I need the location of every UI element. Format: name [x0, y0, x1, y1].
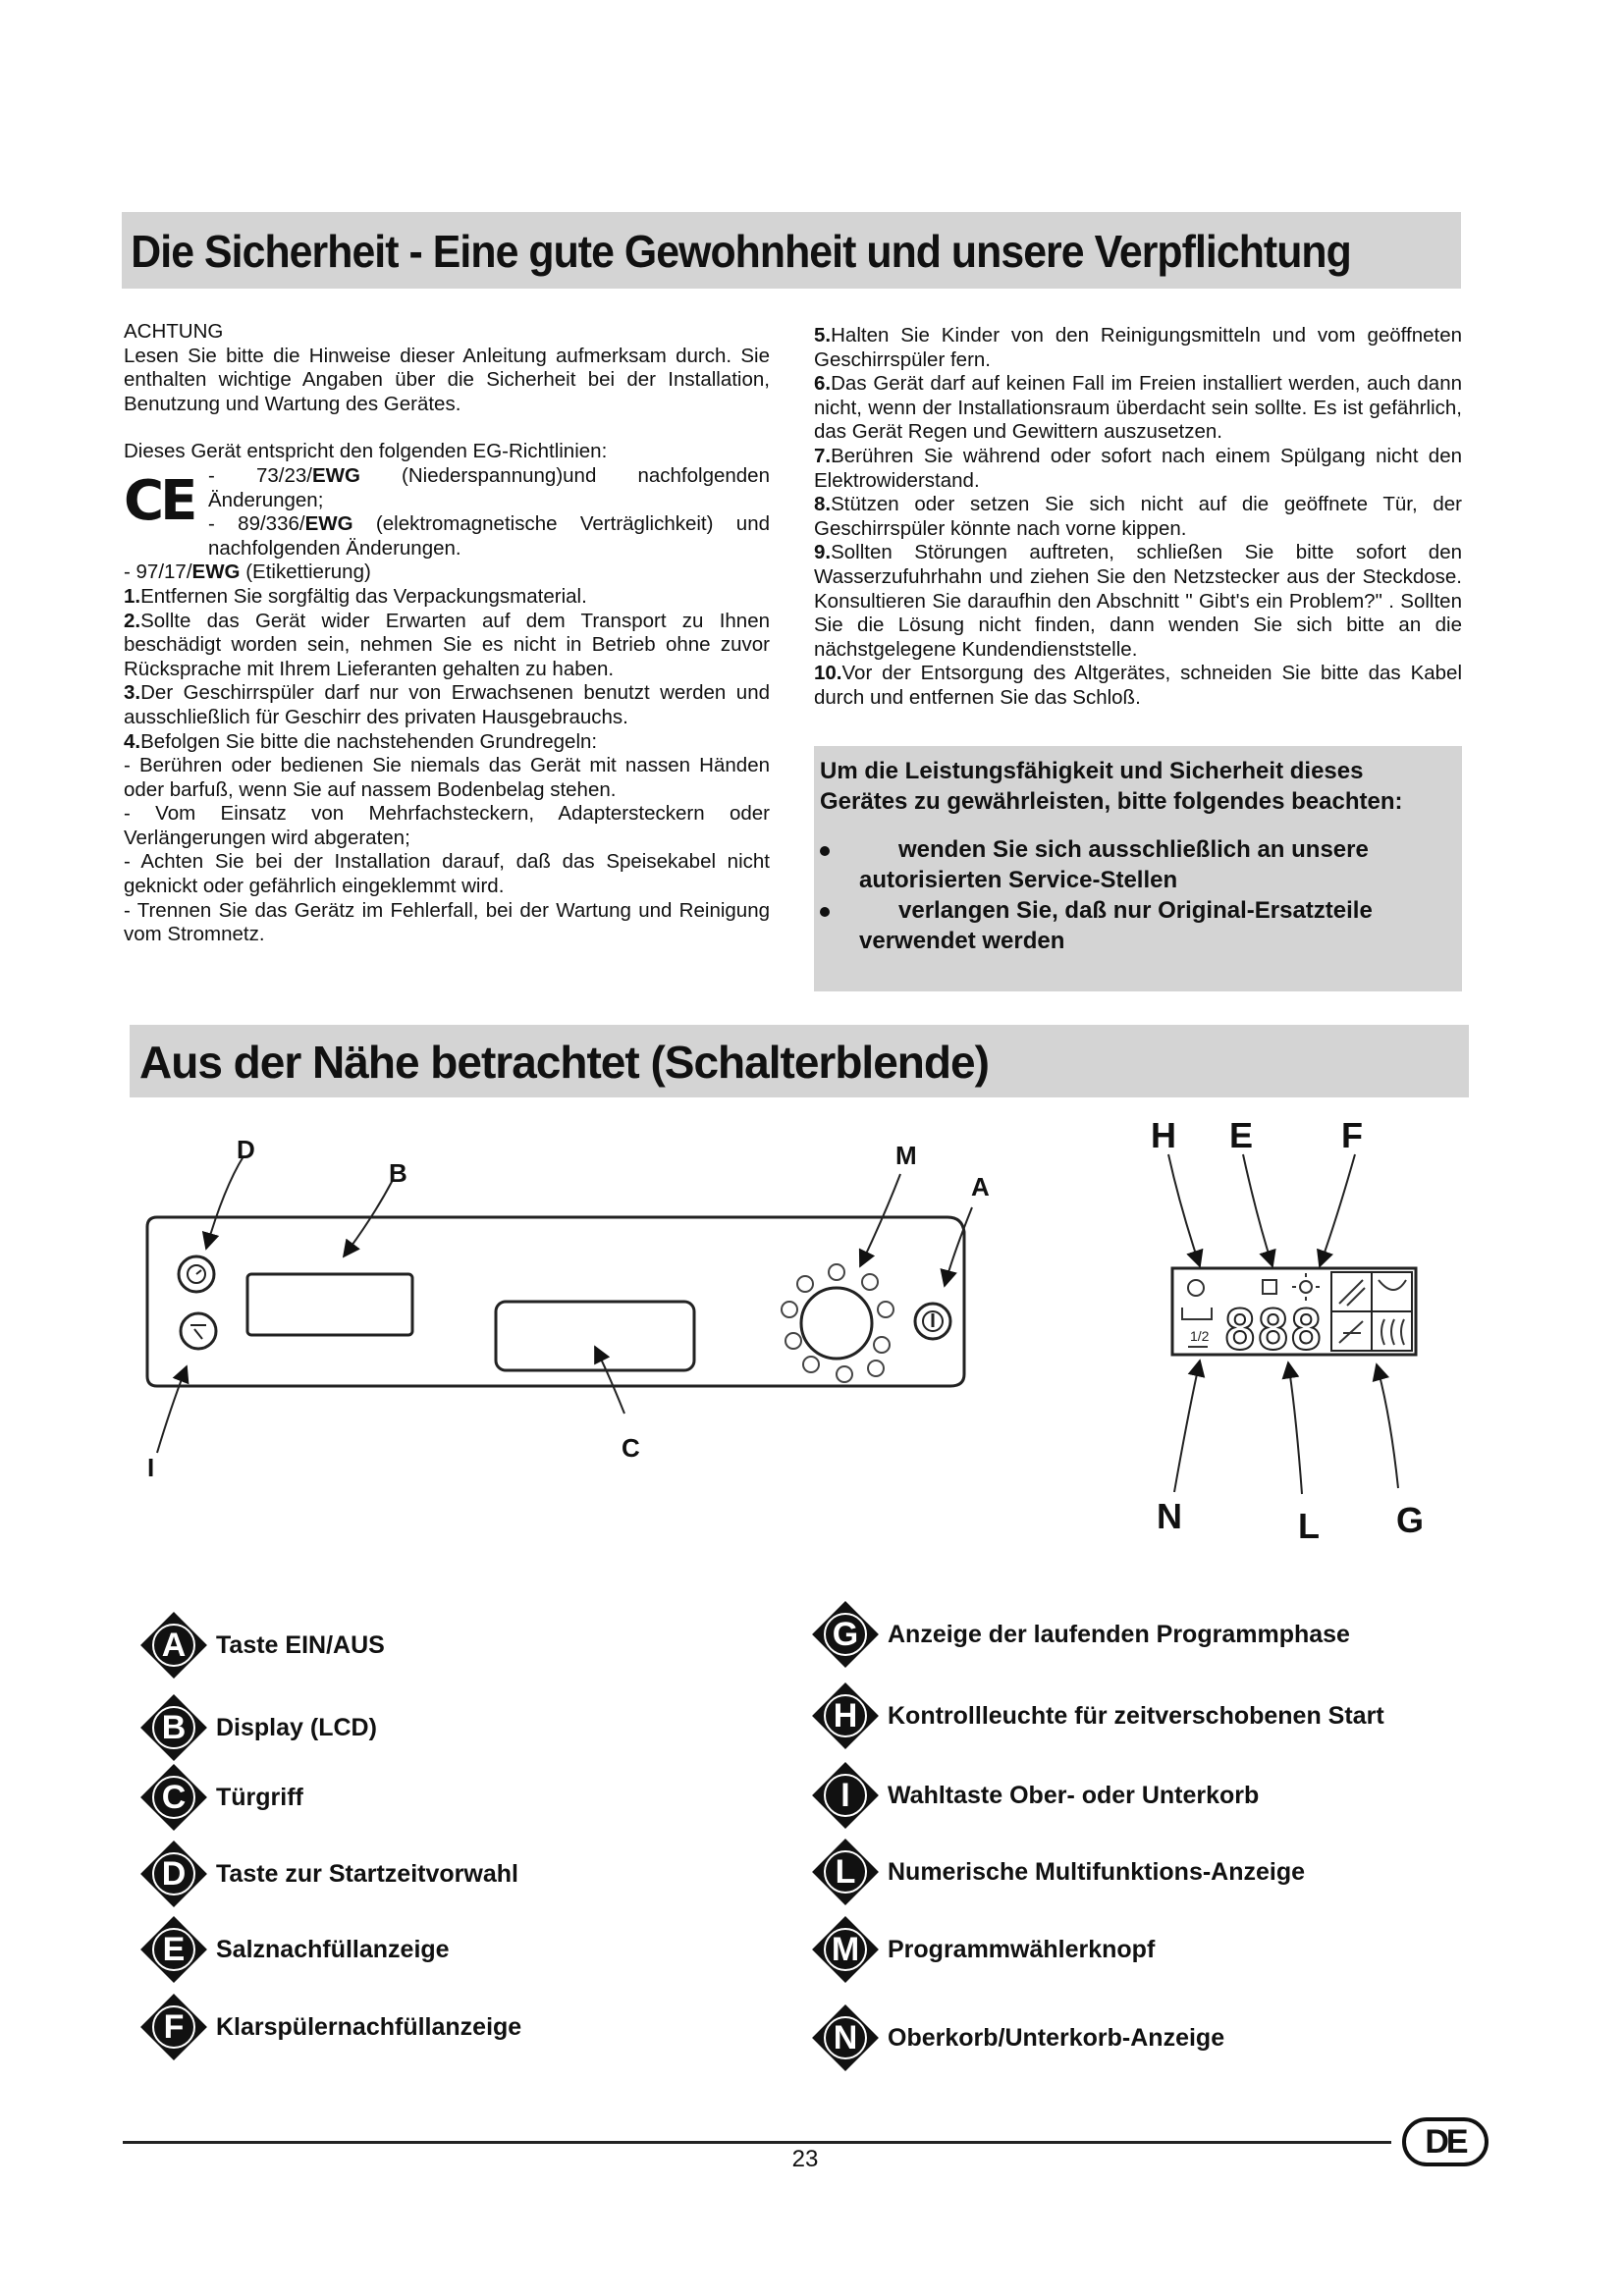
infobox-bullet-1: wenden Sie sich ausschließlich an unsere autorisierten Service-Stellen	[859, 834, 1454, 895]
legend-item-l: L Numerische Multifunktions-Anzeige	[811, 1838, 1305, 1906]
rule-3: - Achten Sie bei der Installation darauf, daß das Speisekabel nicht geknickt oder gefährlich eingeklemmt wird.	[124, 850, 770, 898]
legend-item-g: G Anzeige der laufenden Programmphase	[811, 1600, 1350, 1669]
label-n: N	[1157, 1496, 1182, 1536]
directive-2: - 89/336/EWG (elektromagnetische Verträglichkeit) und nachfolgenden Änderungen.	[208, 512, 771, 560]
lcd-fraction: 1/2	[1190, 1328, 1210, 1344]
program-symbol-icon	[782, 1302, 797, 1317]
legend-item-d: D Taste zur Startzeitvorwahl	[139, 1840, 518, 1908]
bullet-dot-icon	[820, 846, 830, 856]
directive-1: - 73/23/EWG (Niederspannung)und nachfolgenden Änderungen;	[208, 463, 770, 511]
safety-item-1: 1.Entfernen Sie sorgfältig das Verpackungsmaterial.	[124, 584, 587, 608]
warning-heading: ACHTUNG	[124, 320, 224, 343]
badge-a-icon: A	[139, 1611, 208, 1680]
badge-b-icon: B	[139, 1693, 208, 1762]
program-symbol-icon	[803, 1357, 819, 1372]
badge-e-icon: E	[139, 1915, 208, 1984]
safety-item-2: 2.Sollte das Gerät wider Erwarten auf dem Transport zu Ihnen beschädigt worden sein, nehmen Sie es nicht in Betrieb ohne zuvor Rücksprache mit Ihrem Lieferanten gehalten zu haben.	[124, 609, 770, 680]
delay-indicator-icon	[1188, 1280, 1204, 1296]
badge-h-icon: H	[811, 1682, 880, 1750]
label-d: D	[237, 1135, 255, 1164]
legend-item-c: C Türgriff	[139, 1763, 303, 1832]
lcd-digits: 888	[1223, 1299, 1324, 1362]
badge-g-icon: G	[811, 1600, 880, 1669]
rinse-aid-indicator-icon	[1300, 1281, 1312, 1293]
safety-title: Die Sicherheit - Eine gute Gewohnheit und unsere Verpflichtung	[131, 226, 1351, 277]
label-b: B	[389, 1158, 407, 1188]
door-handle	[496, 1302, 694, 1370]
label-h: H	[1151, 1115, 1176, 1155]
safety-item-9: 9.Sollten Störungen auftreten, schließen Sie bitte sofort den Wasserzufuhrhahn und ziehen Sie den Netzstecker aus der Steckdose. Konsultieren Sie daraufhin den Abschnitt " Gibt's ein Problem?" . Sollten Sie die Lösung nicht finden, dann wenden Sie sich bitte an die nächstgelegene Kundendienststelle.	[814, 541, 1462, 661]
safety-item-5: 5.Halten Sie Kinder von den Reinigungsmitteln und vom geöffneten Geschirrspüler fern.	[814, 324, 1462, 371]
infobox-heading: Um die Leistungsfähigkeit und Sicherheit dieses Gerätes zu gewährleisten, bitte folgendes beachten:	[820, 758, 1403, 815]
panel-banner	[130, 1025, 1469, 1097]
label-e: E	[1229, 1115, 1254, 1155]
legend-item-e: E Salznachfüllanzeige	[139, 1915, 450, 1984]
salt-indicator-icon	[1263, 1280, 1276, 1294]
safety-item-4: 4.Befolgen Sie bitte die nachstehenden Grundregeln:	[124, 729, 598, 753]
safety-item-7: 7.Berühren Sie während oder sofort nach einem Spülgang nicht den Elektrowiderstand.	[814, 444, 1462, 492]
control-panel-diagram	[0, 1119, 1624, 1669]
safety-item-3: 3.Der Geschirrspüler darf nur von Erwachsenen benutzt werden und ausschließlich für Geschirr des privaten Hausgebrauchs.	[124, 681, 770, 728]
legend-item-i: I Wahltaste Ober- oder Unterkorb	[811, 1761, 1259, 1830]
service-infobox	[814, 746, 1462, 991]
label-l: L	[1298, 1506, 1320, 1546]
label-i: I	[147, 1453, 155, 1482]
label-m: M	[895, 1141, 917, 1170]
right-column	[814, 324, 1462, 711]
badge-f-icon: F	[139, 1993, 208, 2061]
directive-3: - 97/17/EWG (Etikettierung)	[124, 561, 371, 584]
infobox-bullet-2: verlangen Sie, daß nur Original-Ersatzteile verwendet werden	[859, 895, 1454, 956]
legend-item-a: A Taste EIN/AUS	[139, 1611, 385, 1680]
safety-item-10: 10.Vor der Entsorgung des Altgerätes, schneiden Sie bitte das Kabel durch und entfernen Sie das Schloß.	[814, 662, 1462, 709]
panel-title: Aus der Nähe betrachtet (Schalterblende)	[139, 1037, 989, 1088]
ce-directives	[124, 464, 770, 561]
program-symbol-icon	[785, 1333, 801, 1349]
program-symbol-icon	[878, 1302, 893, 1317]
language-badge: DE	[1402, 2117, 1489, 2166]
legend-item-n: N Oberkorb/Unterkorb-Anzeige	[811, 2003, 1224, 2072]
program-knob-icon	[801, 1288, 872, 1359]
bullet-dot-icon	[820, 907, 830, 917]
badge-l-icon: L	[811, 1838, 880, 1906]
rule-2: - Vom Einsatz von Mehrfachsteckern, Adaptersteckern oder Verlängerungen wird abgeraten;	[124, 802, 770, 849]
legend-item-f: F Klarspülernachfüllanzeige	[139, 1993, 521, 2061]
program-symbol-icon	[874, 1337, 890, 1353]
page-number: 23	[791, 2146, 819, 2172]
safety-banner	[122, 212, 1461, 289]
rule-4: - Trennen Sie das Gerätz im Fehlerfall, bei der Wartung und Reinigung vom Stromnetz.	[124, 898, 770, 946]
left-column	[124, 320, 770, 947]
safety-item-6: 6.Das Gerät darf auf keinen Fall im Freien installiert werden, auch dann nicht, wenn der Installationsraum überdacht sein sollte. Es ist gefährlich, das Gerät Regen und Gewittern auszusetzen.	[814, 372, 1462, 444]
directive-intro: Dieses Gerät entspricht den folgenden EG-Richtlinien:	[124, 440, 608, 463]
program-symbol-icon	[797, 1276, 813, 1292]
safety-item-8: 8.Stützen oder setzen Sie sich nicht auf die geöffnete Tür, der Geschirrspüler könnte nach vorne kippen.	[814, 493, 1462, 540]
program-symbol-icon	[862, 1274, 878, 1290]
ce-mark-icon: CE	[124, 468, 194, 533]
legend-item-m: M Programmwählerknopf	[811, 1915, 1155, 1984]
program-symbol-icon	[829, 1264, 844, 1280]
basket-select-button-icon	[181, 1313, 216, 1349]
badge-d-icon: D	[139, 1840, 208, 1908]
label-g: G	[1396, 1500, 1425, 1540]
badge-i-icon: I	[811, 1761, 880, 1830]
badge-m-icon: M	[811, 1915, 880, 1984]
legend-item-b: B Display (LCD)	[139, 1693, 377, 1762]
label-a: A	[971, 1172, 990, 1201]
legend-item-h: H Kontrollleuchte für zeitverschobenen Start	[811, 1682, 1384, 1750]
program-symbol-icon	[868, 1361, 884, 1376]
footer-rule	[123, 2141, 1391, 2144]
lcd-window	[247, 1274, 412, 1335]
rule-1: - Berühren oder bedienen Sie niemals das Gerät mit nassen Händen oder barfuß, wenn Sie auf nassem Bodenbelag stehen.	[124, 754, 770, 801]
label-c: C	[622, 1433, 640, 1463]
badge-c-icon: C	[139, 1763, 208, 1832]
warning-intro: Lesen Sie bitte die Hinweise dieser Anleitung aufmerksam durch. Sie enthalten wichtige Angaben über die Sicherheit bei der Installation, Benutzung und Wartung des Gerätes.	[124, 344, 770, 415]
program-symbol-icon	[837, 1366, 852, 1382]
label-f: F	[1341, 1115, 1363, 1155]
badge-n-icon: N	[811, 2003, 880, 2072]
